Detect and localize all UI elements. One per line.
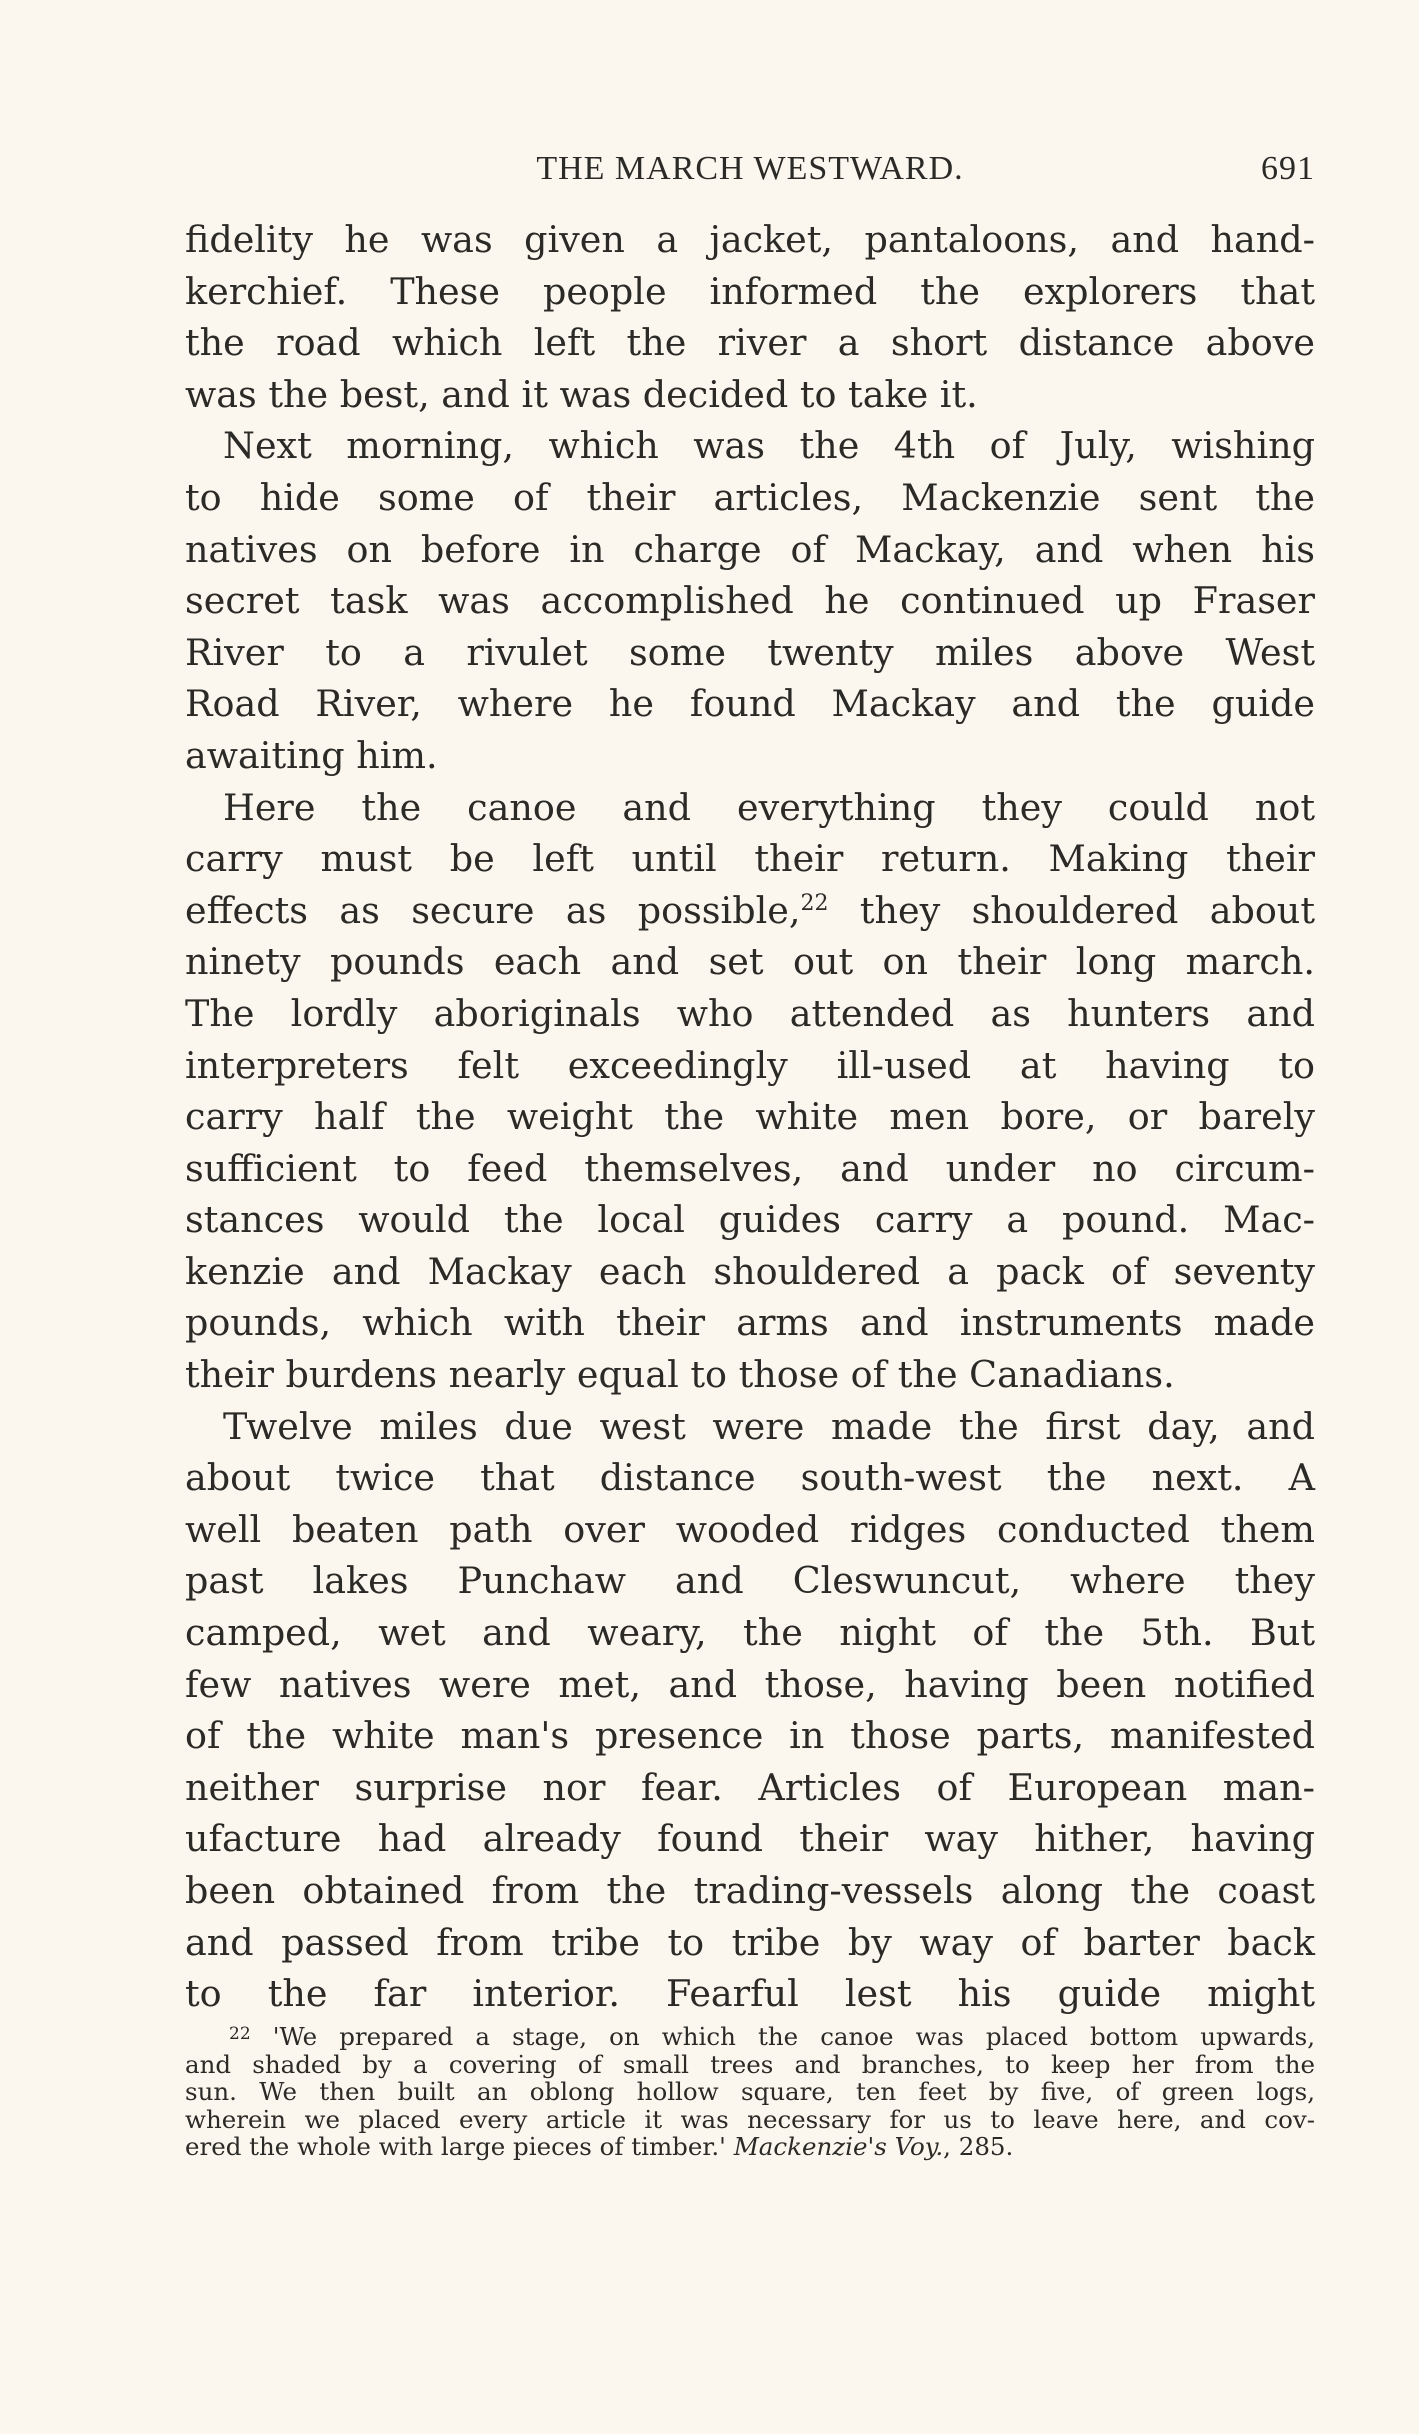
text-line: natives on before in charge of Mackay, and when his <box>185 527 1315 571</box>
footnote-text: , 285. <box>943 2132 1014 2162</box>
text-line: interpreters felt exceedingly ill-used at having to <box>185 1043 1315 1087</box>
text-line: about twice that distance south-west the next. A <box>185 1456 1315 1500</box>
footnote <box>185 2023 1315 2161</box>
text-line: been obtained from the trading-vessels along the coast <box>185 1869 1315 1912</box>
footnote-line <box>185 2133 1315 2161</box>
text-line: ninety pounds each and set out on their long march. <box>185 940 1315 984</box>
text-line: secret task was accomplished he continued up Fraser <box>185 579 1315 623</box>
text-line: to hide some of their articles, Mackenzie sent the <box>185 475 1315 519</box>
text-line: stances would the local guides carry a pound. Mac- <box>185 1198 1315 1242</box>
footnote-line <box>185 2023 1315 2051</box>
text-line: sufficient to feed themselves, and under no circum- <box>185 1146 1315 1190</box>
text-line: River to a rivulet some twenty miles above West <box>185 630 1315 674</box>
text-line: of the white man's presence in those parts, manifested <box>185 1714 1315 1758</box>
text-line: to the far interior. Fearful lest his guide might <box>185 1972 1315 2016</box>
text-line: ufacture had already found their way hither, having <box>185 1817 1315 1861</box>
text-line: fidelity he was given a jacket, pantaloons, and hand- <box>185 218 1315 261</box>
text-line: awaiting him. <box>185 733 438 777</box>
text-line: Next morning, which was the 4th of July, wishing <box>223 424 1315 468</box>
text-line: and passed from tribe to tribe by way of barter back <box>185 1920 1315 1964</box>
text-line: The lordly aboriginals who attended as hunters and <box>185 991 1315 1035</box>
text-line: the road which left the river a short distance above <box>185 321 1315 365</box>
body-text <box>185 214 1315 2020</box>
page-number: 691 <box>1261 150 1315 187</box>
footnote-text: 'We prepared a stage, on which the canoe was placed bottom upwards, <box>272 2022 1315 2051</box>
text-line: few natives were met, and those, having been notified <box>185 1662 1315 1706</box>
text-line: was the best, and it was decided to take it. <box>185 372 978 416</box>
running-head <box>185 150 1315 194</box>
footnote-line: sun. We then built an oblong hollow square, ten feet by five, of green logs, <box>185 2077 1315 2107</box>
text-line: kenzie and Mackay each shouldered a pack of seventy <box>185 1249 1315 1293</box>
footnote-number: 22 <box>229 2024 251 2044</box>
text-line: Here the canoe and everything they could not <box>223 785 1315 829</box>
text-line: Twelve miles due west were made the first day, and <box>223 1404 1315 1448</box>
text-line: carry must be left until their return. Making their <box>185 837 1315 881</box>
footnote-line: wherein we placed every article it was necessary for us to leave here, and cov- <box>185 2104 1315 2134</box>
text-line: kerchief. These people informed the explorers that <box>185 269 1315 313</box>
text-line: Road River, where he found Mackay and the guide <box>185 682 1315 726</box>
citation-title: Mackenzie's Voy. <box>733 2132 944 2162</box>
text-line: camped, wet and weary, the night of the 5th. But <box>185 1611 1315 1655</box>
text-line: well beaten path over wooded ridges conducted them <box>185 1507 1315 1551</box>
text-line: carry half the weight the white men bore, or barely <box>185 1095 1315 1139</box>
text-segment: they shouldered about <box>828 888 1315 932</box>
footnote-line: and shaded by a covering of small trees and branches, to keep her from the <box>185 2049 1315 2079</box>
text-line: pounds, which with their arms and instruments made <box>185 1301 1315 1345</box>
text-line: past lakes Punchaw and Cleswuncut, where they <box>185 1559 1315 1603</box>
text-segment: effects as secure as possible, <box>185 888 801 932</box>
footnote-reference[interactable]: 22 <box>800 890 829 916</box>
text-line: their burdens nearly equal to those of the Canadians. <box>185 1353 1175 1397</box>
running-title: THE MARCH WESTWARD. <box>536 150 964 187</box>
text-line: neither surprise nor fear. Articles of European man- <box>185 1765 1315 1809</box>
footnote-text: ered the whole with large pieces of timber.' <box>185 2132 734 2162</box>
text-line-with-footnote-ref <box>185 885 1315 937</box>
